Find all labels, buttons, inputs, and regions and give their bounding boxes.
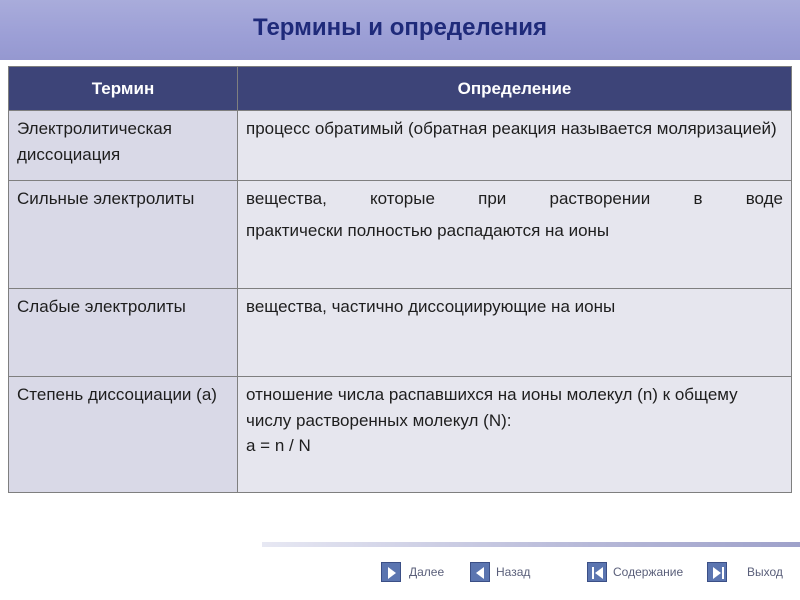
definition-line-2: практически полностью распадаются на ионы bbox=[246, 220, 610, 240]
term-cell: Слабые электролиты bbox=[9, 289, 238, 377]
table-row bbox=[9, 289, 792, 377]
definition-cell bbox=[238, 181, 792, 289]
arrow-right-icon bbox=[388, 567, 396, 579]
exit-button[interactable] bbox=[707, 562, 727, 582]
term-cell: Электролитическая диссоциация bbox=[9, 111, 238, 181]
back-label[interactable]: Назад bbox=[496, 565, 531, 579]
contents-button[interactable] bbox=[587, 562, 607, 582]
definition-line-1: вещества, которые при растворении в воде bbox=[246, 189, 783, 208]
table-row bbox=[9, 181, 792, 289]
bar-icon bbox=[722, 567, 724, 579]
arrow-right-icon bbox=[713, 567, 721, 579]
term-cell: Сильные электролиты bbox=[9, 181, 238, 289]
next-button[interactable] bbox=[381, 562, 401, 582]
bar-icon bbox=[592, 567, 594, 579]
terms-table bbox=[8, 66, 792, 493]
header-bar bbox=[0, 0, 800, 60]
arrow-left-icon bbox=[476, 567, 484, 579]
exit-label[interactable]: Выход bbox=[747, 565, 783, 579]
column-header-term: Термин bbox=[9, 67, 238, 111]
definition-cell: процесс обратимый (обратная реакция называется моляризацией) bbox=[238, 111, 792, 181]
table-header-row bbox=[9, 67, 792, 111]
definition-text: отношение числа распавшихся на ионы молекул (n) к общему числу растворенных молекул (N): bbox=[246, 385, 738, 430]
page-title: Термины и определения bbox=[252, 14, 548, 41]
definition-cell bbox=[238, 377, 792, 493]
contents-label[interactable]: Содержание bbox=[613, 565, 684, 579]
term-cell: Степень диссоциации (a) bbox=[9, 377, 238, 493]
column-header-definition: Определение bbox=[238, 67, 792, 111]
next-label[interactable]: Далее bbox=[409, 565, 445, 579]
table-row bbox=[9, 111, 792, 181]
formula-text: a = n / N bbox=[246, 436, 311, 455]
table-row bbox=[9, 377, 792, 493]
definition-cell: вещества, частично диссоциирующие на ионы bbox=[238, 289, 792, 377]
footer-divider bbox=[262, 542, 800, 547]
arrow-left-icon bbox=[595, 567, 603, 579]
back-button[interactable] bbox=[470, 562, 490, 582]
